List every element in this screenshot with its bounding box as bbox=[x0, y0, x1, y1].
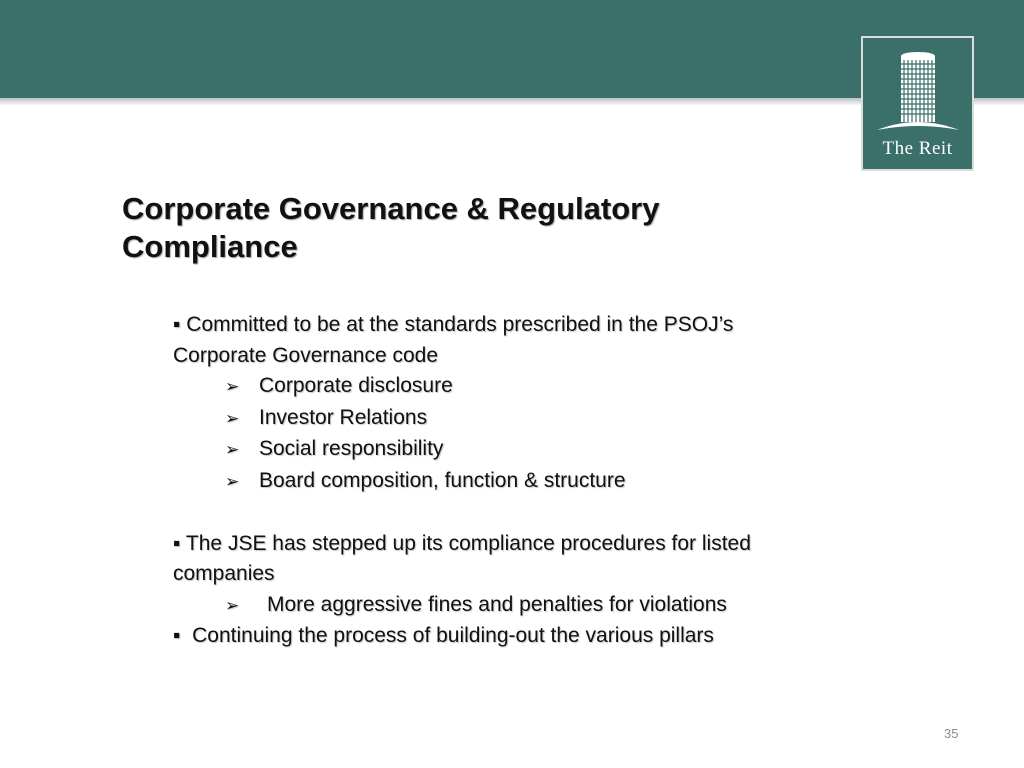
arrow-icon: ➢ bbox=[225, 408, 240, 428]
arrow-icon: ➢ bbox=[225, 377, 240, 397]
subitem: ➢ Corporate disclosure bbox=[173, 371, 823, 403]
subitem: ➢ More aggressive fines and penalties for violations bbox=[173, 590, 823, 622]
arrow-icon: ➢ bbox=[225, 471, 240, 491]
arrow-icon: ➢ bbox=[225, 440, 240, 460]
spacer bbox=[173, 498, 823, 529]
arrow-icon: ➢ bbox=[225, 595, 240, 615]
page-number: 35 bbox=[944, 726, 959, 741]
bullet-2: ▪ The JSE has stepped up its compliance procedures for listed companies bbox=[173, 531, 751, 586]
bullet-marker: ▪ bbox=[173, 531, 181, 555]
the-reit-logo bbox=[861, 36, 974, 171]
subitem: ➢ Investor Relations bbox=[173, 403, 823, 435]
bullet-marker: ▪ bbox=[173, 313, 181, 336]
subitem: ➢ Board composition, function & structure bbox=[173, 466, 823, 498]
slide-title: Corporate Governance & Regulatory Compliance bbox=[122, 191, 660, 264]
bullet-1: ▪ Committed to be at the standards prescribed in the PSOJ’s Corporate Governance code bbox=[173, 313, 734, 367]
building-icon bbox=[863, 38, 972, 138]
bullet-marker: ▪ bbox=[173, 624, 181, 648]
bullet-3: ▪ Continuing the process of building-out the various pillars bbox=[173, 624, 714, 648]
slide-content bbox=[173, 310, 823, 652]
logo-text: The Reit bbox=[882, 138, 953, 159]
subitem: ➢ Social responsibility bbox=[173, 434, 823, 466]
